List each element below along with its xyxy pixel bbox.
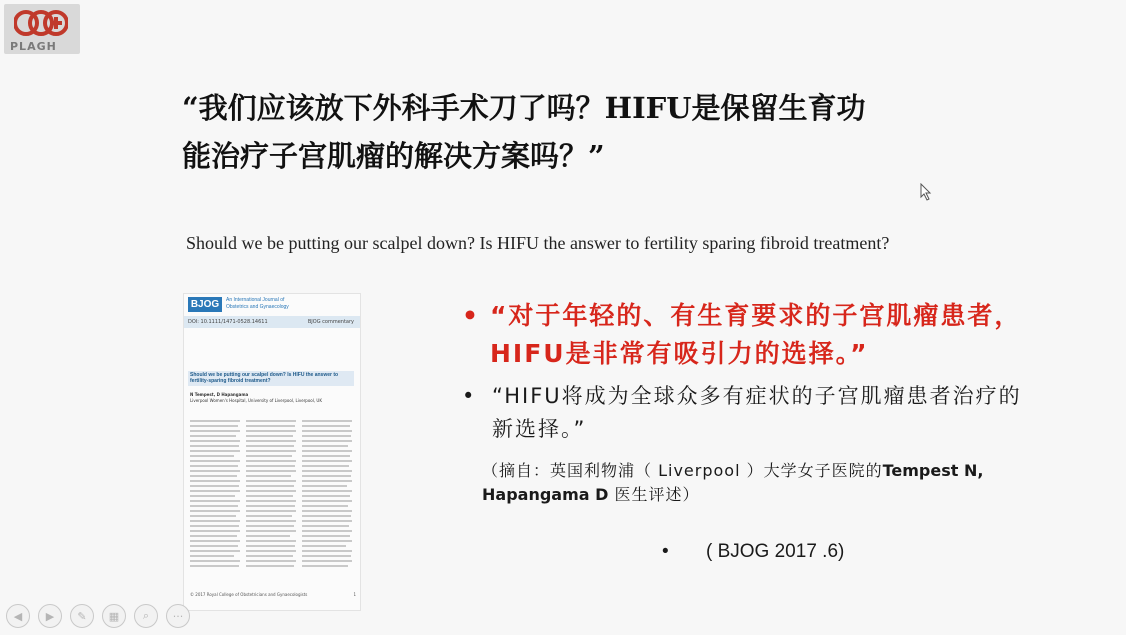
bullet-dot: • <box>662 541 669 562</box>
slides-icon: ▦ <box>108 609 120 623</box>
plagh-logo <box>4 4 80 54</box>
more-options-button[interactable] <box>166 604 190 628</box>
article-section: BJOG commentary <box>307 319 354 325</box>
article-footer: © 2017 Royal College of Obstetricians and Gynaecologists <box>190 592 308 597</box>
slide-title <box>182 84 982 180</box>
previous-slide-button[interactable] <box>6 604 30 628</box>
journal-desc-line-2: Obstetrics and Gynaecology <box>226 304 289 310</box>
red-quote-text: “对于年轻的、有生育要求的子宫肌瘤患者，HIFU是非常有吸引力的选择。” <box>490 301 1022 368</box>
black-quote-text: “HIFU将成为全球众多有症状的子宫肌瘤患者治疗的新选择。” <box>492 384 1022 441</box>
pen-tool-button[interactable] <box>70 604 94 628</box>
black-quote-bullet <box>462 380 1022 446</box>
next-icon: ▶ <box>45 609 55 623</box>
article-doi: DOI: 10.1111/1471-0528.14611 <box>188 319 268 325</box>
prev-icon: ◀ <box>13 609 23 623</box>
quote-source <box>482 459 1042 507</box>
slide-overview-button[interactable] <box>102 604 126 628</box>
logo-brand: PLAGH <box>10 40 57 53</box>
zoom-icon: ⌕ <box>142 609 150 622</box>
article-thumbnail <box>183 293 361 611</box>
presentation-toolbar <box>6 604 190 630</box>
slide-title-line-1: “我们应该放下外科手术刀了吗？HIFU是保留生育功 <box>182 91 866 125</box>
source-suffix: 医生评述） <box>608 485 700 504</box>
journal-desc-line-1: An International Journal of <box>226 297 285 303</box>
article-authors: N Tempest, D Hapangama <box>190 392 249 397</box>
journal-description <box>226 297 289 311</box>
article-title: Should we be putting our scalpel down? Is HIFU the answer to fertility-sparing fibroid treatment? <box>188 371 354 386</box>
bjog-logo: BJOG <box>188 297 222 312</box>
bullet-dot: • <box>462 301 480 330</box>
logo-circles-icon <box>14 7 68 41</box>
english-subtitle: Should we be putting our scalpel down? Is HIFU the answer to fertility sparing fibroid treatment? <box>186 233 890 253</box>
journal-reference-text: ( BJOG 2017 .6) <box>706 541 845 562</box>
slide-title-line-2: 能治疗子宫肌瘤的解决方案吗？” <box>182 139 605 173</box>
pen-icon: ✎ <box>77 609 87 623</box>
source-prefix: （摘自：英国利物浦（ Liverpool ）大学女子医院的 <box>482 461 883 480</box>
zoom-button[interactable] <box>134 604 158 628</box>
journal-reference <box>662 541 844 563</box>
next-slide-button[interactable] <box>38 604 62 628</box>
article-page-number: 1 <box>353 592 356 597</box>
article-affiliation: Liverpool Women's Hospital, University of Liverpool, Liverpool, UK <box>190 398 322 403</box>
bullet-dot: • <box>462 384 477 408</box>
source-authors: Tempest N, Hapangama D <box>482 461 984 504</box>
red-quote-bullet <box>462 297 1022 373</box>
article-meta <box>190 392 322 404</box>
article-body-text <box>190 420 354 586</box>
journal-header-bar <box>184 316 360 328</box>
more-icon: ··· <box>172 609 184 623</box>
mouse-cursor-icon <box>920 183 932 201</box>
